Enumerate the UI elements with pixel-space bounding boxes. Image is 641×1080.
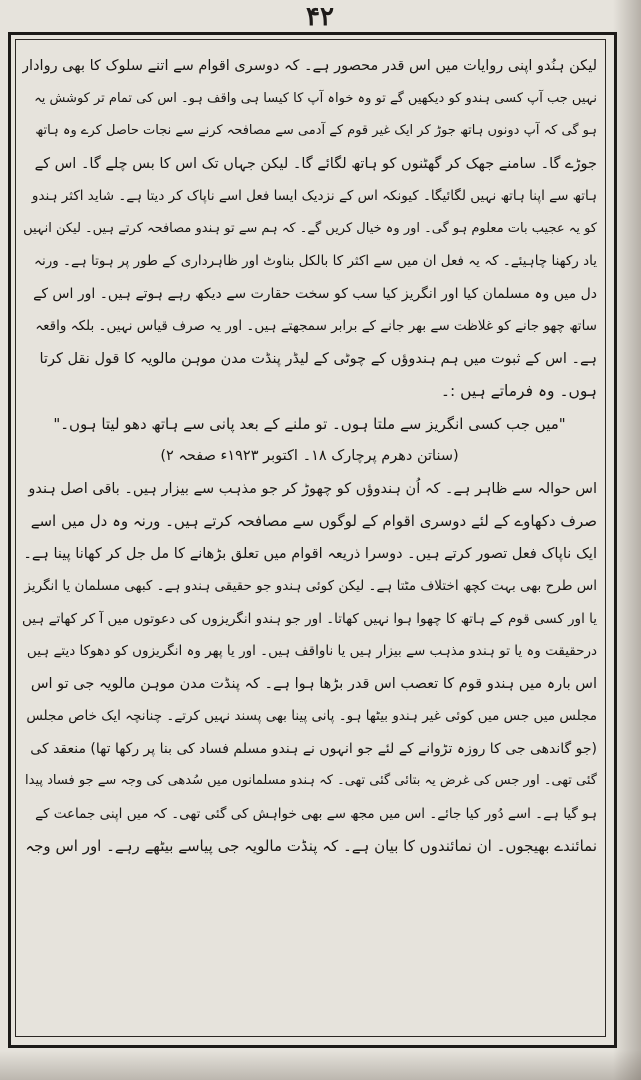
text-line: یاد رکھنا چاہیئے۔ کہ یہ فعل ان میں سے اکثر کا بالکل بناوٹ اور ظاہرداری کے طور پر ہوتا ہے۔ ورنہ [34,253,597,269]
text-line: ہے۔ اس کے ثبوت میں ہم ہندوؤں کے چوٹی کے لیڈر پنڈت مدن موہن مالویہ کا قول نقل کرتا [39,350,597,367]
text-line: اس طرح بھی بہت کچھ اختلاف مٹتا ہے۔ لیکن کوئی ہندو جو حقیقی ہندو ہے۔ کبھی مسلمان یا انگریز [24,578,597,594]
text-line: جوڑے گا۔ سامنے جھک کر گھٹنوں کو ہاتھ لگائے گا۔ لیکن جہاں تک اس کا بس چلے گا۔ اس کے [34,155,597,172]
text-line: درحقیقت وہ یا تو ہندو مذہب سے بیزار ہیں یا ناواقف ہیں۔ اور یا پھر وہ انگریزوں کو دھوکا دیتے ہیں [26,643,597,659]
text-line: نہیں جب آپ کسی ہندو کو دیکھیں گے تو وہ خواہ آپ کا کیسا ہی واقف ہو۔ اس کی تمام تر کوشش یہ [34,90,597,106]
page-text [22,50,597,863]
page-number: ۴۲ [306,2,334,32]
text-line: کو یہ عجیب بات معلوم ہو گی۔ اور وہ خیال کریں گے۔ کہ ہم سے تو ہندو مصافحہ کرتے ہیں۔ لیکن انہیں [23,220,597,236]
text-line: اس بارہ میں ہندو قوم کا تعصب اس قدر بڑھا ہوا ہے۔ کہ پنڈت مدن موہن مالویہ جی تو اس [30,675,597,692]
text-line: ہاتھ سے اپنا ہاتھ نہیں لگائیگا۔ کیونکہ اس کے نزدیک ایسا فعل اسے ناپاک کر دیتا ہے۔ شاید اکثر ہندو [31,188,597,204]
paragraph-1 [22,50,597,408]
page-bottom-shadow [0,1050,641,1080]
block-quote: "میں جب کسی انگریز سے ملتا ہوں۔ تو ملنے کے بعد پانی سے ہاتھ دھو لیتا ہوں۔" [53,414,566,433]
text-line: ہوں۔ وہ فرماتے ہیں :۔ [440,382,597,400]
text-line: مجلس میں جس میں کوئی غیر ہندو بیٹھا ہو۔ پانی پینا بھی پسند نہیں کرتے۔ چنانچہ ایک خاص مجلس [26,708,597,724]
text-line: دل میں وہ مسلمان کیا اور انگریز کیا سب کو سخت حقارت سے دیکھ رہے ہوتے ہیں۔ اور اس کے [33,285,597,302]
text-line: یا اور کسی قوم کے ہاتھ کا چھوا ہوا نہیں کھاتا۔ اور جو ہندو انگریزوں کی دعوتوں میں آ کر کھاتے ہیں [22,610,597,627]
text-line: ساتھ چھو جانے کو غلاظت سے بھر جانے کے برابر سمجھتے ہیں۔ اور یہ صرف قیاس نہیں۔ بلکہ واقعہ [35,318,597,334]
text-line: گئی تھی۔ اور جس کی غرض یہ بتائی گئی تھی۔ کہ ہندو مسلمانوں میں سُدھی کی وجہ سے جو فساد پیدا [25,773,597,788]
text-line: صرف دکھاوے کے لئے دوسری اقوام کے لوگوں سے مصافحہ کرتے ہیں۔ ورنہ وہ دل میں اسے [30,512,597,530]
paragraph-2 [22,473,597,863]
text-line: ایک ناپاک فعل تصور کرتے ہیں۔ دوسرا ذریعہ اقوام میں تعلق بڑھانے کا مل جل کر کھانا پینا ہے۔ [23,545,597,562]
text-line: ہو گی کہ آپ دونوں ہاتھ جوڑ کر ایک غیر قوم کے آدمی سے مصافحہ کرنے سے نجات حاصل کرے وہ ہاتھ [35,123,597,138]
text-line: نمائندے بھیجوں۔ ان نمائندوں کا بیان ہے۔ کہ پنڈت مالویہ جی پیاسے بیٹھے رہے۔ اور اس وجہ [25,837,597,855]
quote-citation: (سناتن دھرم پرچارک ۱۸۔ اکتوبر ۱۹۲۳ء صفحہ ۲) [160,448,459,464]
text-line: اس حوالہ سے ظاہر ہے۔ کہ اُن ہندوؤں کو چھوڑ کر جو مذہب سے بیزار ہیں۔ باقی اصل ہندو [28,480,597,497]
page-edge-shadow [613,0,641,1080]
text-line: ہو گیا ہے۔ اسے دُور کیا جائے۔ اس میں مجھ سے بھی خواہش کی گئی تھی۔ کہ میں اپنی جماعت کے [35,805,597,822]
text-line: لیکن ہنُدو اپنی روایات میں اس قدر محصور ہے۔ کہ دوسری اقوام سے اتنے سلوک کا بھی روادار [22,58,597,74]
text-line: (جو گاندھی جی کا روزہ تڑوانے کے لئے جو انہوں نے ہندو مسلم فساد کی بنا پر رکھا تھا) منعقد کی [30,740,597,757]
